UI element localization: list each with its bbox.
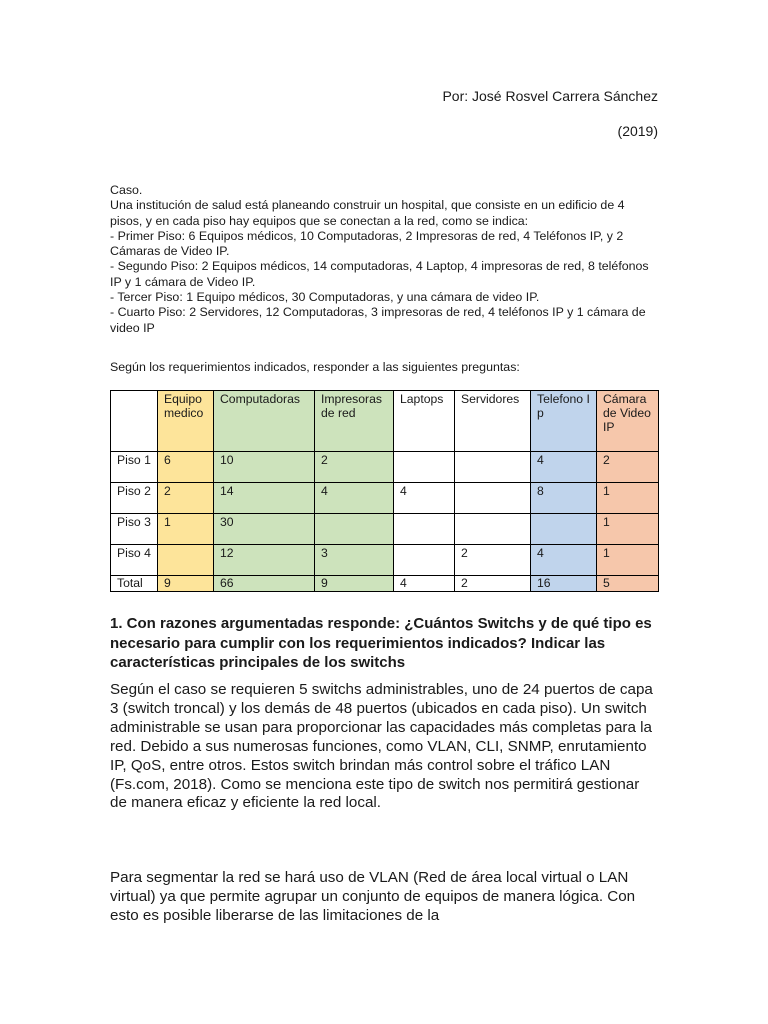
table-cell: 16: [531, 576, 597, 592]
case-title: Caso.: [110, 183, 143, 197]
table-cell: 9: [315, 576, 394, 592]
table-cell: 9: [158, 576, 214, 592]
table-cell: [455, 514, 531, 545]
table-cell: 4: [531, 452, 597, 483]
table-cell: 1: [158, 514, 214, 545]
floor-3-line: - Tercer Piso: 1 Equipo médicos, 30 Computadoras, y una cámara de video IP.: [110, 290, 540, 305]
table-cell: [394, 452, 455, 483]
table-cell: [158, 545, 214, 576]
table-cell: [531, 514, 597, 545]
table-cell: [394, 514, 455, 545]
header-cell-equipo: Equipo medico: [158, 391, 214, 452]
answer-paragraph-1: Según el caso se requieren 5 switchs administrables, uno de 24 puertos de capa 3 (switch troncal) y los demás de 48 puertos (ubicados en cada piso). Un switch administrable se usan para proporcionar las capacidades más completas para la red. Debido a sus numerosas funciones, como VLAN, CLI, SNMP, enrutamiento IP, QoS, entre otros. Estos switch brindan más control sobre el tráfico LAN (Fs.com, 2018). Como se menciona este tipo de switch nos permitirá gestionar de manera eficaz y eficiente la red local.: [110, 681, 653, 812]
table-cell: Piso 4: [111, 545, 158, 576]
table-cell: 5: [597, 576, 659, 592]
table-total-row: [111, 576, 659, 592]
floor-4-line: - Cuarto Piso: 2 Servidores, 12 Computadoras, 3 impresoras de red, 4 teléfonos IP y 1 cámara de video IP: [110, 305, 646, 335]
author-line: Por: José Rosvel Carrera Sánchez: [442, 88, 658, 104]
header-cell-telefono: Telefono Ip: [531, 391, 597, 452]
table-cell: Total: [111, 576, 158, 592]
table-cell: 6: [158, 452, 214, 483]
table-cell: [394, 545, 455, 576]
table-cell: 14: [214, 483, 315, 514]
table-cell: 4: [394, 576, 455, 592]
table-cell: 1: [597, 483, 659, 514]
table-cell: 1: [597, 514, 659, 545]
table-cell: 4: [394, 483, 455, 514]
case-description: [110, 183, 658, 336]
question-1: 1. Con razones argumentadas responde: ¿Cuántos Switchs y de qué tipo es necesario para cumplir con los requerimientos indicados? Indicar las características principales de los switchs: [110, 615, 652, 671]
table-cell: [455, 483, 531, 514]
header-cell-laptops: Laptops: [394, 391, 455, 452]
table-cell: 8: [531, 483, 597, 514]
table-cell: 2: [455, 545, 531, 576]
table-cell: Piso 1: [111, 452, 158, 483]
header-cell-servidores: Servidores: [455, 391, 531, 452]
table-cell: 2: [315, 452, 394, 483]
table-row: [111, 514, 659, 545]
table-cell: 10: [214, 452, 315, 483]
table-cell: 66: [214, 576, 315, 592]
table-cell: 2: [158, 483, 214, 514]
table-row: [111, 545, 659, 576]
table-cell: 3: [315, 545, 394, 576]
table-cell: 30: [214, 514, 315, 545]
intro-text: Según los requerimientos indicados, responder a las siguientes preguntas:: [110, 360, 520, 374]
floor-1-line: - Primer Piso: 6 Equipos médicos, 10 Computadoras, 2 Impresoras de red, 4 Teléfonos IP, y 2 Cámaras de Video IP.: [110, 228, 624, 259]
table-cell: 1: [597, 545, 659, 576]
table-cell: 2: [455, 576, 531, 592]
table-row: [111, 483, 659, 514]
table-cell: 12: [214, 545, 315, 576]
case-paragraph: Una institución de salud está planeando construir un hospital, que consiste en un edificio de 4 pisos, y en cada piso hay equipos que se conectan a la red, como se indica:: [110, 198, 625, 228]
table-row: [111, 452, 659, 483]
table-cell: [315, 514, 394, 545]
header-cell-computadoras: Computadoras: [214, 391, 315, 452]
answer-paragraph-2: Para segmentar la red se hará uso de VLAN (Red de área local virtual o LAN virtual) ya que permite agrupar un conjunto de equipos de manera lógica. Con esto es posible liberarse de las limitaciones de la: [110, 869, 636, 924]
header-cell-camara: Cámara de Video IP: [597, 391, 659, 452]
year-line: (2019): [617, 123, 658, 139]
table-cell: 4: [531, 545, 597, 576]
table-cell: 2: [597, 452, 659, 483]
header-cell-impresoras: Impresoras de red: [315, 391, 394, 452]
table-cell: Piso 3: [111, 514, 158, 545]
table-cell: [455, 452, 531, 483]
floor-2-line: - Segundo Piso: 2 Equipos médicos, 14 computadoras, 4 Laptop, 4 impresoras de red, 8 teléfonos IP y 1 cámara de Video IP.: [110, 259, 649, 289]
table-cell: 4: [315, 483, 394, 514]
requirements-table: [110, 390, 659, 592]
table-cell: Piso 2: [111, 483, 158, 514]
table-header-row: [111, 391, 659, 452]
header-cell-empty: [111, 391, 158, 452]
